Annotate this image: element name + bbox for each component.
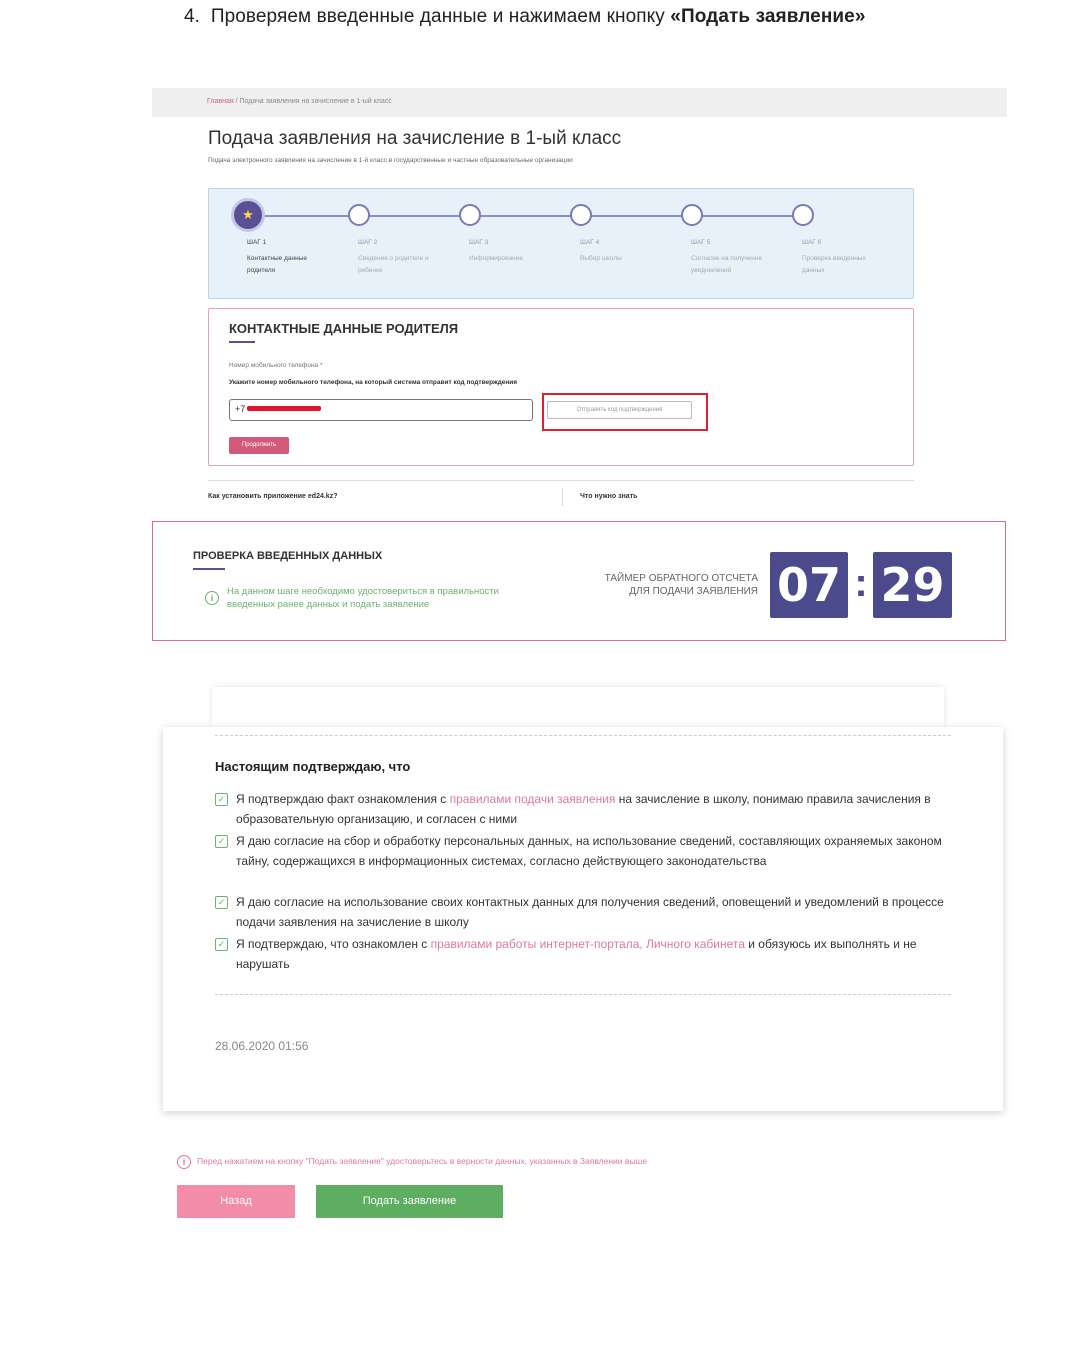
- consent-text-part: и обязуюсь их выполнять и не нарушать: [236, 937, 917, 971]
- step-name: Сведения о родителе и ребенке: [358, 255, 429, 274]
- dashed-divider: [215, 735, 951, 736]
- step-circle-icon: [348, 204, 370, 226]
- submit-application-button[interactable]: Подать заявление: [316, 1185, 503, 1218]
- continue-button[interactable]: Продолжить: [229, 437, 289, 454]
- step-number: ШАГ 1: [247, 239, 267, 246]
- timer-minutes: 07: [770, 552, 848, 618]
- timer-separator: :: [854, 561, 868, 605]
- step-circle-icon: [570, 204, 592, 226]
- step-number: ШАГ 3: [469, 239, 489, 246]
- portal-rules-link[interactable]: правилами работы интернет-портала, Личного кабинета: [430, 937, 745, 951]
- phone-label: Номер мобильного телефона *: [229, 362, 323, 369]
- contact-title: КОНТАКТНЫЕ ДАННЫЕ РОДИТЕЛЯ: [229, 321, 459, 336]
- instruction-button-ref: «Подать заявление»: [670, 6, 866, 27]
- back-button[interactable]: Назад: [177, 1185, 295, 1218]
- star-icon: ★: [231, 198, 265, 232]
- steps-line: [257, 215, 805, 217]
- consent-text: [236, 789, 956, 829]
- breadcrumb-current: Подача заявления на зачисление в 1-ый класс: [239, 98, 392, 105]
- checkbox-checked-icon[interactable]: ✓: [215, 835, 228, 848]
- title-underline: [193, 568, 225, 570]
- steps-progress: [208, 188, 914, 299]
- checkbox-checked-icon[interactable]: ✓: [215, 896, 228, 909]
- breadcrumb-separator: /: [235, 98, 238, 105]
- breadcrumb: [207, 98, 392, 105]
- consent-text-part: Я подтверждаю факт ознакомления с: [236, 792, 450, 806]
- step-name: Проверка введенных данных: [802, 255, 866, 274]
- dashed-divider: [215, 994, 951, 995]
- step-circle-icon: [792, 204, 814, 226]
- consent-text: [236, 892, 956, 932]
- step-number: ШАГ 2: [358, 239, 378, 246]
- step-name: Выбор школы: [580, 255, 622, 262]
- redaction-mark: [247, 406, 321, 411]
- verify-card: [152, 521, 1006, 641]
- checkbox-checked-icon[interactable]: ✓: [215, 938, 228, 951]
- send-code-button[interactable]: Отправить код подтверждения: [547, 401, 692, 419]
- consent-title: Настоящим подтверждаю, что: [215, 759, 411, 774]
- step-name: Информирование: [469, 255, 523, 262]
- instruction-number: 4.: [184, 6, 201, 27]
- breadcrumb-home-link[interactable]: Главная: [207, 98, 234, 105]
- breadcrumb-bar: [152, 88, 1007, 117]
- consent-text-part: Я даю согласие на сбор и обработку персональных данных, на использование сведений, составляющих охраняемых законом тайну, содержащихся в информационных системах, согласно действующего законодательства: [236, 834, 942, 868]
- help-info-link[interactable]: Что нужно знать: [580, 493, 638, 500]
- contact-card: [208, 308, 914, 466]
- timer-label: ТАЙМЕР ОБРАТНОГО ОТСЧЕТА ДЛЯ ПОДАЧИ ЗАЯВЛЕНИЯ: [604, 573, 758, 597]
- step-name: Контактные данные родителя: [247, 255, 307, 274]
- step-number: ШАГ 6: [802, 239, 822, 246]
- timer-seconds: 29: [873, 552, 952, 618]
- consent-date: 28.06.2020 01:56: [215, 1039, 309, 1053]
- consent-text-part: на зачисление в школу, понимаю правила зачисления в образовательную организацию, и согласен с ними: [236, 792, 931, 826]
- info-icon: i: [205, 591, 219, 605]
- warning-text: Перед нажатием на кнопку "Подать заявление" удостоверьтесь в верности данных, указанных в Заявлении выше: [197, 1156, 648, 1166]
- consent-card: [163, 727, 1003, 1111]
- consent-text: [236, 934, 956, 974]
- phone-hint: Укажите номер мобильного телефона, на который система отправит код подтверждения: [229, 379, 518, 386]
- checkbox-checked-icon[interactable]: ✓: [215, 793, 228, 806]
- step-circle-icon: [459, 204, 481, 226]
- page-subtitle: Подача электронного заявления на зачисление в 1-й класс в государственные и частные образовательные организации: [208, 157, 573, 164]
- card-edge: [212, 687, 944, 727]
- consent-text-part: Я даю согласие на использование своих контактных данных для получения сведений, оповещений и уведомлений в процессе подачи заявления на зачисление в школу: [236, 895, 944, 929]
- divider: [208, 480, 914, 481]
- step-name: Согласие на получение уведомлений: [691, 255, 763, 274]
- page-title: Подача заявления на зачисление в 1-ый класс: [208, 128, 622, 149]
- divider: [562, 488, 563, 506]
- instruction-heading: [184, 6, 866, 28]
- consent-text-part: Я подтверждаю, что ознакомлен с: [236, 937, 431, 951]
- phone-prefix: +7: [235, 404, 246, 414]
- help-app-link[interactable]: Как установить приложение ed24.kz?: [208, 493, 338, 500]
- verify-note: На данном шаге необходимо удостовериться в правильности введенных ранее данных и подать заявление: [227, 586, 499, 610]
- step-number: ШАГ 4: [580, 239, 600, 246]
- form-screenshot: [152, 88, 1007, 500]
- warning-info-icon: i: [177, 1155, 191, 1169]
- rules-link[interactable]: правилами подачи заявления: [449, 792, 616, 806]
- verify-title: ПРОВЕРКА ВВЕДЕННЫХ ДАННЫХ: [193, 550, 383, 562]
- step-number: ШАГ 5: [691, 239, 711, 246]
- consent-text: [236, 831, 956, 871]
- step-circle-icon: [681, 204, 703, 226]
- instruction-text: Проверяем введенные данные и нажимаем кнопку: [210, 6, 665, 27]
- title-underline: [229, 341, 255, 343]
